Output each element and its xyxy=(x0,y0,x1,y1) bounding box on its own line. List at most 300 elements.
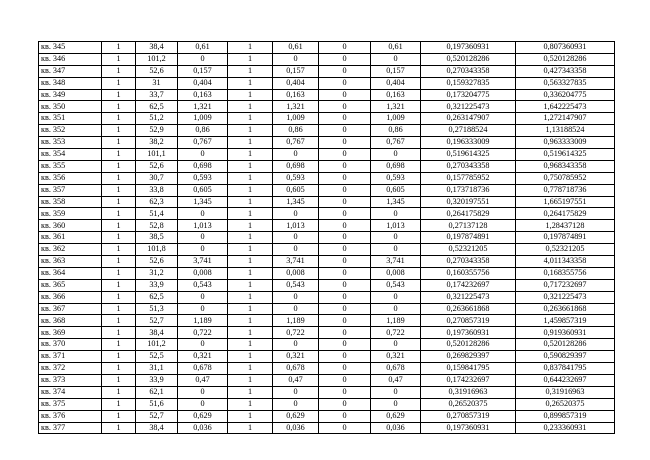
consumption-cell: 0,86 xyxy=(178,125,228,137)
coefficient-cell: 1 xyxy=(228,244,273,256)
consumption-cell: 0,008 xyxy=(178,267,228,279)
total-consumption-cell: 0,86 xyxy=(371,125,421,137)
common-share-cell: 0,270343358 xyxy=(421,160,516,172)
consumption-cell: 3,741 xyxy=(178,256,228,268)
correction-cell: 0 xyxy=(319,256,371,268)
adjusted-consumption-cell: 0,678 xyxy=(273,363,319,375)
common-share-cell: 0,270343358 xyxy=(421,256,516,268)
adjusted-consumption-cell: 0,47 xyxy=(273,374,319,386)
apartment-number-cell: кв. 371 xyxy=(39,351,102,363)
coefficient-cell: 1 xyxy=(228,137,273,149)
total-consumption-cell: 1,345 xyxy=(371,196,421,208)
total-consumption-cell: 0 xyxy=(371,208,421,220)
count-cell: 1 xyxy=(102,374,136,386)
adjusted-consumption-cell: 0 xyxy=(273,53,319,65)
apartment-number-cell: кв. 359 xyxy=(39,208,102,220)
apartment-number-cell: кв. 366 xyxy=(39,291,102,303)
grand-total-cell: 0,263661868 xyxy=(516,303,615,315)
count-cell: 1 xyxy=(102,327,136,339)
total-consumption-cell: 0 xyxy=(371,339,421,351)
area-cell: 38,2 xyxy=(136,137,178,149)
correction-cell: 0 xyxy=(319,410,371,422)
common-share-cell: 0,27188524 xyxy=(421,125,516,137)
coefficient-cell: 1 xyxy=(228,42,273,54)
total-consumption-cell: 0,722 xyxy=(371,327,421,339)
coefficient-cell: 1 xyxy=(228,374,273,386)
apartment-number-cell: кв. 368 xyxy=(39,315,102,327)
common-share-cell: 0,31916963 xyxy=(421,386,516,398)
count-cell: 1 xyxy=(102,315,136,327)
table-row xyxy=(39,65,615,77)
common-share-cell: 0,159841795 xyxy=(421,363,516,375)
common-share-cell: 0,160355756 xyxy=(421,267,516,279)
apartment-number-cell: кв. 374 xyxy=(39,386,102,398)
total-consumption-cell: 0 xyxy=(371,386,421,398)
correction-cell: 0 xyxy=(319,208,371,220)
count-cell: 1 xyxy=(102,53,136,65)
apartment-table xyxy=(38,41,615,434)
coefficient-cell: 1 xyxy=(228,101,273,113)
grand-total-cell: 1,665197551 xyxy=(516,196,615,208)
coefficient-cell: 1 xyxy=(228,363,273,375)
adjusted-consumption-cell: 0 xyxy=(273,149,319,161)
adjusted-consumption-cell: 3,741 xyxy=(273,256,319,268)
correction-cell: 0 xyxy=(319,89,371,101)
table-row xyxy=(39,363,615,375)
correction-cell: 0 xyxy=(319,77,371,89)
coefficient-cell: 1 xyxy=(228,77,273,89)
coefficient-cell: 1 xyxy=(228,256,273,268)
grand-total-cell: 0,233360931 xyxy=(516,422,615,434)
total-consumption-cell: 0,629 xyxy=(371,410,421,422)
table-row xyxy=(39,220,615,232)
grand-total-cell: 0,968343358 xyxy=(516,160,615,172)
common-share-cell: 0,157785952 xyxy=(421,172,516,184)
correction-cell: 0 xyxy=(319,125,371,137)
total-consumption-cell: 0 xyxy=(371,291,421,303)
area-cell: 101,2 xyxy=(136,339,178,351)
total-consumption-cell: 0,321 xyxy=(371,351,421,363)
adjusted-consumption-cell: 0,722 xyxy=(273,327,319,339)
correction-cell: 0 xyxy=(319,398,371,410)
correction-cell: 0 xyxy=(319,149,371,161)
coefficient-cell: 1 xyxy=(228,65,273,77)
consumption-cell: 0 xyxy=(178,208,228,220)
area-cell: 62,5 xyxy=(136,101,178,113)
coefficient-cell: 1 xyxy=(228,89,273,101)
total-consumption-cell: 0,036 xyxy=(371,422,421,434)
apartment-number-cell: кв. 375 xyxy=(39,398,102,410)
count-cell: 1 xyxy=(102,196,136,208)
area-cell: 33,8 xyxy=(136,184,178,196)
table-row xyxy=(39,113,615,125)
adjusted-consumption-cell: 0 xyxy=(273,208,319,220)
correction-cell: 0 xyxy=(319,53,371,65)
coefficient-cell: 1 xyxy=(228,339,273,351)
grand-total-cell: 0,264175829 xyxy=(516,208,615,220)
grand-total-cell: 0,750785952 xyxy=(516,172,615,184)
apartment-number-cell: кв. 358 xyxy=(39,196,102,208)
coefficient-cell: 1 xyxy=(228,208,273,220)
grand-total-cell: 0,717232697 xyxy=(516,279,615,291)
grand-total-cell: 0,563327835 xyxy=(516,77,615,89)
common-share-cell: 0,197360931 xyxy=(421,327,516,339)
grand-total-cell: 0,520128286 xyxy=(516,53,615,65)
table-row xyxy=(39,244,615,256)
total-consumption-cell: 0,593 xyxy=(371,172,421,184)
consumption-cell: 0 xyxy=(178,386,228,398)
grand-total-cell: 0,52321205 xyxy=(516,244,615,256)
correction-cell: 0 xyxy=(319,351,371,363)
area-cell: 33,9 xyxy=(136,374,178,386)
table-row xyxy=(39,125,615,137)
count-cell: 1 xyxy=(102,42,136,54)
apartment-number-cell: кв. 361 xyxy=(39,232,102,244)
consumption-cell: 1,009 xyxy=(178,113,228,125)
apartment-number-cell: кв. 353 xyxy=(39,137,102,149)
table-row xyxy=(39,77,615,89)
common-share-cell: 0,269829397 xyxy=(421,351,516,363)
adjusted-consumption-cell: 0 xyxy=(273,291,319,303)
apartment-number-cell: кв. 351 xyxy=(39,113,102,125)
total-consumption-cell: 0 xyxy=(371,149,421,161)
area-cell: 51,6 xyxy=(136,398,178,410)
count-cell: 1 xyxy=(102,184,136,196)
consumption-cell: 0 xyxy=(178,244,228,256)
adjusted-consumption-cell: 1,345 xyxy=(273,196,319,208)
area-cell: 62,3 xyxy=(136,196,178,208)
count-cell: 1 xyxy=(102,422,136,434)
coefficient-cell: 1 xyxy=(228,184,273,196)
area-cell: 52,7 xyxy=(136,315,178,327)
grand-total-cell: 0,26520375 xyxy=(516,398,615,410)
total-consumption-cell: 1,009 xyxy=(371,113,421,125)
table-row xyxy=(39,42,615,54)
grand-total-cell: 0,321225473 xyxy=(516,291,615,303)
table-body xyxy=(39,42,615,434)
count-cell: 1 xyxy=(102,351,136,363)
area-cell: 51,4 xyxy=(136,208,178,220)
correction-cell: 0 xyxy=(319,232,371,244)
adjusted-consumption-cell: 0,543 xyxy=(273,279,319,291)
adjusted-consumption-cell: 1,321 xyxy=(273,101,319,113)
consumption-cell: 0,543 xyxy=(178,279,228,291)
consumption-cell: 0,605 xyxy=(178,184,228,196)
common-share-cell: 0,520128286 xyxy=(421,339,516,351)
count-cell: 1 xyxy=(102,65,136,77)
grand-total-cell: 0,778718736 xyxy=(516,184,615,196)
count-cell: 1 xyxy=(102,410,136,422)
count-cell: 1 xyxy=(102,267,136,279)
grand-total-cell: 1,272147907 xyxy=(516,113,615,125)
total-consumption-cell: 0 xyxy=(371,244,421,256)
coefficient-cell: 1 xyxy=(228,422,273,434)
table-row xyxy=(39,53,615,65)
common-share-cell: 0,519614325 xyxy=(421,149,516,161)
table-row xyxy=(39,267,615,279)
table-row xyxy=(39,351,615,363)
adjusted-consumption-cell: 0,86 xyxy=(273,125,319,137)
coefficient-cell: 1 xyxy=(228,220,273,232)
coefficient-cell: 1 xyxy=(228,410,273,422)
apartment-number-cell: кв. 370 xyxy=(39,339,102,351)
apartment-number-cell: кв. 376 xyxy=(39,410,102,422)
area-cell: 62,5 xyxy=(136,291,178,303)
grand-total-cell: 0,427343358 xyxy=(516,65,615,77)
correction-cell: 0 xyxy=(319,244,371,256)
adjusted-consumption-cell: 0,404 xyxy=(273,77,319,89)
grand-total-cell: 0,590829397 xyxy=(516,351,615,363)
common-share-cell: 0,197874891 xyxy=(421,232,516,244)
total-consumption-cell: 0,605 xyxy=(371,184,421,196)
total-consumption-cell: 3,741 xyxy=(371,256,421,268)
correction-cell: 0 xyxy=(319,196,371,208)
apartment-number-cell: кв. 372 xyxy=(39,363,102,375)
total-consumption-cell: 0,008 xyxy=(371,267,421,279)
table-row xyxy=(39,196,615,208)
total-consumption-cell: 1,321 xyxy=(371,101,421,113)
area-cell: 101,2 xyxy=(136,53,178,65)
adjusted-consumption-cell: 0,605 xyxy=(273,184,319,196)
coefficient-cell: 1 xyxy=(228,315,273,327)
common-share-cell: 0,321225473 xyxy=(421,291,516,303)
consumption-cell: 0 xyxy=(178,53,228,65)
consumption-cell: 0,157 xyxy=(178,65,228,77)
correction-cell: 0 xyxy=(319,422,371,434)
table-row xyxy=(39,137,615,149)
total-consumption-cell: 0 xyxy=(371,303,421,315)
apartment-number-cell: кв. 357 xyxy=(39,184,102,196)
area-cell: 62,1 xyxy=(136,386,178,398)
consumption-cell: 0,767 xyxy=(178,137,228,149)
count-cell: 1 xyxy=(102,101,136,113)
common-share-cell: 0,263147907 xyxy=(421,113,516,125)
table-row xyxy=(39,374,615,386)
correction-cell: 0 xyxy=(319,113,371,125)
consumption-cell: 0 xyxy=(178,149,228,161)
correction-cell: 0 xyxy=(319,327,371,339)
table-row xyxy=(39,89,615,101)
total-consumption-cell: 1,013 xyxy=(371,220,421,232)
apartment-number-cell: кв. 346 xyxy=(39,53,102,65)
area-cell: 30,7 xyxy=(136,172,178,184)
apartment-number-cell: кв. 364 xyxy=(39,267,102,279)
area-cell: 31 xyxy=(136,77,178,89)
count-cell: 1 xyxy=(102,232,136,244)
adjusted-consumption-cell: 0 xyxy=(273,339,319,351)
total-consumption-cell: 0,157 xyxy=(371,65,421,77)
area-cell: 31,2 xyxy=(136,267,178,279)
adjusted-consumption-cell: 0,321 xyxy=(273,351,319,363)
count-cell: 1 xyxy=(102,339,136,351)
table-row xyxy=(39,339,615,351)
apartment-number-cell: кв. 377 xyxy=(39,422,102,434)
coefficient-cell: 1 xyxy=(228,172,273,184)
common-share-cell: 0,159327835 xyxy=(421,77,516,89)
area-cell: 31,1 xyxy=(136,363,178,375)
table-row xyxy=(39,172,615,184)
consumption-cell: 0 xyxy=(178,339,228,351)
consumption-cell: 0 xyxy=(178,232,228,244)
count-cell: 1 xyxy=(102,113,136,125)
total-consumption-cell: 0 xyxy=(371,53,421,65)
total-consumption-cell: 0,767 xyxy=(371,137,421,149)
adjusted-consumption-cell: 0,629 xyxy=(273,410,319,422)
adjusted-consumption-cell: 0 xyxy=(273,386,319,398)
apartment-number-cell: кв. 362 xyxy=(39,244,102,256)
area-cell: 51,3 xyxy=(136,303,178,315)
adjusted-consumption-cell: 0,036 xyxy=(273,422,319,434)
grand-total-cell: 1,13188524 xyxy=(516,125,615,137)
consumption-cell: 0,163 xyxy=(178,89,228,101)
correction-cell: 0 xyxy=(319,374,371,386)
count-cell: 1 xyxy=(102,89,136,101)
count-cell: 1 xyxy=(102,279,136,291)
consumption-cell: 0,678 xyxy=(178,363,228,375)
apartment-number-cell: кв. 373 xyxy=(39,374,102,386)
consumption-cell: 0 xyxy=(178,303,228,315)
coefficient-cell: 1 xyxy=(228,125,273,137)
common-share-cell: 0,26520375 xyxy=(421,398,516,410)
count-cell: 1 xyxy=(102,125,136,137)
consumption-cell: 0,593 xyxy=(178,172,228,184)
grand-total-cell: 0,336204775 xyxy=(516,89,615,101)
consumption-cell: 1,189 xyxy=(178,315,228,327)
correction-cell: 0 xyxy=(319,315,371,327)
correction-cell: 0 xyxy=(319,363,371,375)
table-row xyxy=(39,303,615,315)
table-row xyxy=(39,149,615,161)
apartment-number-cell: кв. 367 xyxy=(39,303,102,315)
apartment-number-cell: кв. 355 xyxy=(39,160,102,172)
adjusted-consumption-cell: 1,013 xyxy=(273,220,319,232)
area-cell: 52,6 xyxy=(136,160,178,172)
table-row xyxy=(39,315,615,327)
area-cell: 101,8 xyxy=(136,244,178,256)
apartment-number-cell: кв. 348 xyxy=(39,77,102,89)
table-row xyxy=(39,279,615,291)
count-cell: 1 xyxy=(102,149,136,161)
area-cell: 33,7 xyxy=(136,89,178,101)
area-cell: 52,7 xyxy=(136,410,178,422)
area-cell: 51,2 xyxy=(136,113,178,125)
grand-total-cell: 1,642225473 xyxy=(516,101,615,113)
count-cell: 1 xyxy=(102,172,136,184)
consumption-cell: 0,036 xyxy=(178,422,228,434)
count-cell: 1 xyxy=(102,137,136,149)
correction-cell: 0 xyxy=(319,172,371,184)
count-cell: 1 xyxy=(102,363,136,375)
total-consumption-cell: 0,698 xyxy=(371,160,421,172)
area-cell: 101,1 xyxy=(136,149,178,161)
correction-cell: 0 xyxy=(319,137,371,149)
consumption-cell: 0,629 xyxy=(178,410,228,422)
table-row xyxy=(39,160,615,172)
adjusted-consumption-cell: 0 xyxy=(273,232,319,244)
coefficient-cell: 1 xyxy=(228,113,273,125)
coefficient-cell: 1 xyxy=(228,232,273,244)
consumption-cell: 0,404 xyxy=(178,77,228,89)
correction-cell: 0 xyxy=(319,42,371,54)
consumption-cell: 0 xyxy=(178,291,228,303)
area-cell: 52,9 xyxy=(136,125,178,137)
count-cell: 1 xyxy=(102,220,136,232)
common-share-cell: 0,321225473 xyxy=(421,101,516,113)
apartment-number-cell: кв. 363 xyxy=(39,256,102,268)
correction-cell: 0 xyxy=(319,339,371,351)
common-share-cell: 0,520128286 xyxy=(421,53,516,65)
table-row xyxy=(39,422,615,434)
apartment-number-cell: кв. 354 xyxy=(39,149,102,161)
adjusted-consumption-cell: 0 xyxy=(273,244,319,256)
count-cell: 1 xyxy=(102,291,136,303)
apartment-number-cell: кв. 352 xyxy=(39,125,102,137)
consumption-cell: 1,013 xyxy=(178,220,228,232)
correction-cell: 0 xyxy=(319,303,371,315)
apartment-number-cell: кв. 347 xyxy=(39,65,102,77)
adjusted-consumption-cell: 0,157 xyxy=(273,65,319,77)
count-cell: 1 xyxy=(102,256,136,268)
total-consumption-cell: 1,189 xyxy=(371,315,421,327)
grand-total-cell: 0,807360931 xyxy=(516,42,615,54)
adjusted-consumption-cell: 0,008 xyxy=(273,267,319,279)
grand-total-cell: 0,31916963 xyxy=(516,386,615,398)
coefficient-cell: 1 xyxy=(228,53,273,65)
area-cell: 52,6 xyxy=(136,65,178,77)
table-row xyxy=(39,327,615,339)
coefficient-cell: 1 xyxy=(228,351,273,363)
consumption-cell: 0,722 xyxy=(178,327,228,339)
coefficient-cell: 1 xyxy=(228,196,273,208)
correction-cell: 0 xyxy=(319,279,371,291)
count-cell: 1 xyxy=(102,208,136,220)
grand-total-cell: 0,837841795 xyxy=(516,363,615,375)
consumption-cell: 1,345 xyxy=(178,196,228,208)
area-cell: 33,9 xyxy=(136,279,178,291)
grand-total-cell: 0,197874891 xyxy=(516,232,615,244)
consumption-cell: 0,47 xyxy=(178,374,228,386)
grand-total-cell: 0,519614325 xyxy=(516,149,615,161)
count-cell: 1 xyxy=(102,244,136,256)
total-consumption-cell: 0,163 xyxy=(371,89,421,101)
common-share-cell: 0,264175829 xyxy=(421,208,516,220)
table-row xyxy=(39,208,615,220)
correction-cell: 0 xyxy=(319,101,371,113)
total-consumption-cell: 0,404 xyxy=(371,77,421,89)
grand-total-cell: 1,459857319 xyxy=(516,315,615,327)
common-share-cell: 0,263661868 xyxy=(421,303,516,315)
consumption-cell: 0,61 xyxy=(178,42,228,54)
count-cell: 1 xyxy=(102,77,136,89)
grand-total-cell: 0,520128286 xyxy=(516,339,615,351)
table-row xyxy=(39,398,615,410)
count-cell: 1 xyxy=(102,303,136,315)
coefficient-cell: 1 xyxy=(228,386,273,398)
correction-cell: 0 xyxy=(319,160,371,172)
common-share-cell: 0,173204775 xyxy=(421,89,516,101)
apartment-number-cell: кв. 349 xyxy=(39,89,102,101)
apartment-number-cell: кв. 360 xyxy=(39,220,102,232)
consumption-cell: 0 xyxy=(178,398,228,410)
common-share-cell: 0,174232697 xyxy=(421,374,516,386)
adjusted-consumption-cell: 0 xyxy=(273,398,319,410)
grand-total-cell: 0,168355756 xyxy=(516,267,615,279)
apartment-number-cell: кв. 369 xyxy=(39,327,102,339)
table-row xyxy=(39,184,615,196)
table-row xyxy=(39,256,615,268)
total-consumption-cell: 0,543 xyxy=(371,279,421,291)
coefficient-cell: 1 xyxy=(228,327,273,339)
